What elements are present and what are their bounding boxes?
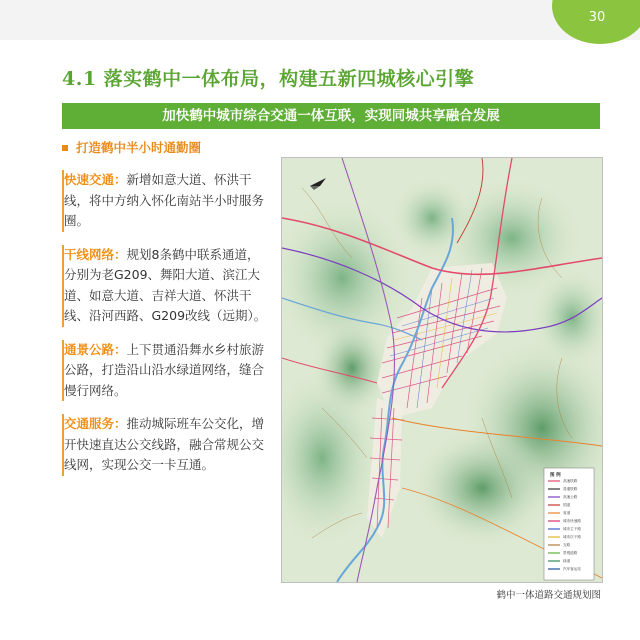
- paragraph-body: 上下贯通沿舞水乡村旅游公路，打造沿山沿水绿道网络，缝合慢行网络。: [64, 341, 265, 398]
- paragraph-list: [62, 170, 267, 489]
- legend-item-label: 国道: [563, 503, 571, 507]
- paragraph-body: 推动城际班车公交化，增开快速直达公交线路，融合常规公交线网，实现公交一卡互通。: [64, 416, 265, 472]
- legend-item-label: 城市主干路: [563, 527, 581, 531]
- header-band: [0, 0, 640, 40]
- legend-item-label: 城市次干路: [563, 535, 581, 539]
- banner-heading: 加快鹤中城市综合交通一体互联，实现同城共享融合发展: [62, 103, 600, 129]
- legend-item-label: 支路: [563, 543, 571, 547]
- paragraph-scenic-road: [62, 340, 267, 402]
- legend-item-label: 普通铁路: [563, 487, 578, 491]
- paragraph-transit-service: [62, 414, 267, 476]
- road-plan-map: [281, 157, 603, 583]
- paragraph-body: 规划8条鹤中联系通道，分别为老G209、舞阳大道、滨江大道、如意大道、吉祥大道、怀洪干线、沿河西路、G209改线（远期）。: [64, 246, 267, 323]
- paragraph-keyword: 快速交通：: [64, 172, 127, 187]
- paragraph-keyword: 干线网络：: [64, 246, 127, 262]
- map-legend: [544, 468, 594, 580]
- paragraph-keyword: 交通服务：: [64, 416, 127, 431]
- section-title: 4.1 落实鹤中一体布局，构建五新四城核心引擎: [62, 68, 475, 90]
- map-caption: 鹤中一体道路交通规划图: [496, 590, 601, 601]
- page-number: 30: [588, 10, 606, 25]
- legend-item-label: 省道: [563, 511, 571, 515]
- legend-item-label: 景观道路: [563, 551, 578, 555]
- bullet-square-icon: [62, 145, 68, 151]
- legend-item-label: 高速公路: [563, 495, 578, 499]
- paragraph-trunk-network: [62, 245, 267, 327]
- legend-item-label: 城市快速路: [563, 519, 581, 523]
- legend-item-label: 绿道: [563, 559, 571, 563]
- paragraph-express: [62, 170, 267, 232]
- paragraph-body: 新增如意大道、怀洪干线，将中方纳入怀化南站半小时服务圈。: [64, 172, 265, 228]
- map-graphic: [282, 158, 602, 582]
- legend-item-label: 汽车客运站: [563, 567, 581, 571]
- subsection-heading: [62, 138, 201, 156]
- legend-item-label: 高速铁路: [563, 479, 578, 483]
- subsection-heading-text: 打造鹤中半小时通勤圈: [76, 140, 202, 155]
- paragraph-keyword: 通景公路：: [64, 341, 127, 357]
- legend-title: 图 例: [550, 473, 561, 478]
